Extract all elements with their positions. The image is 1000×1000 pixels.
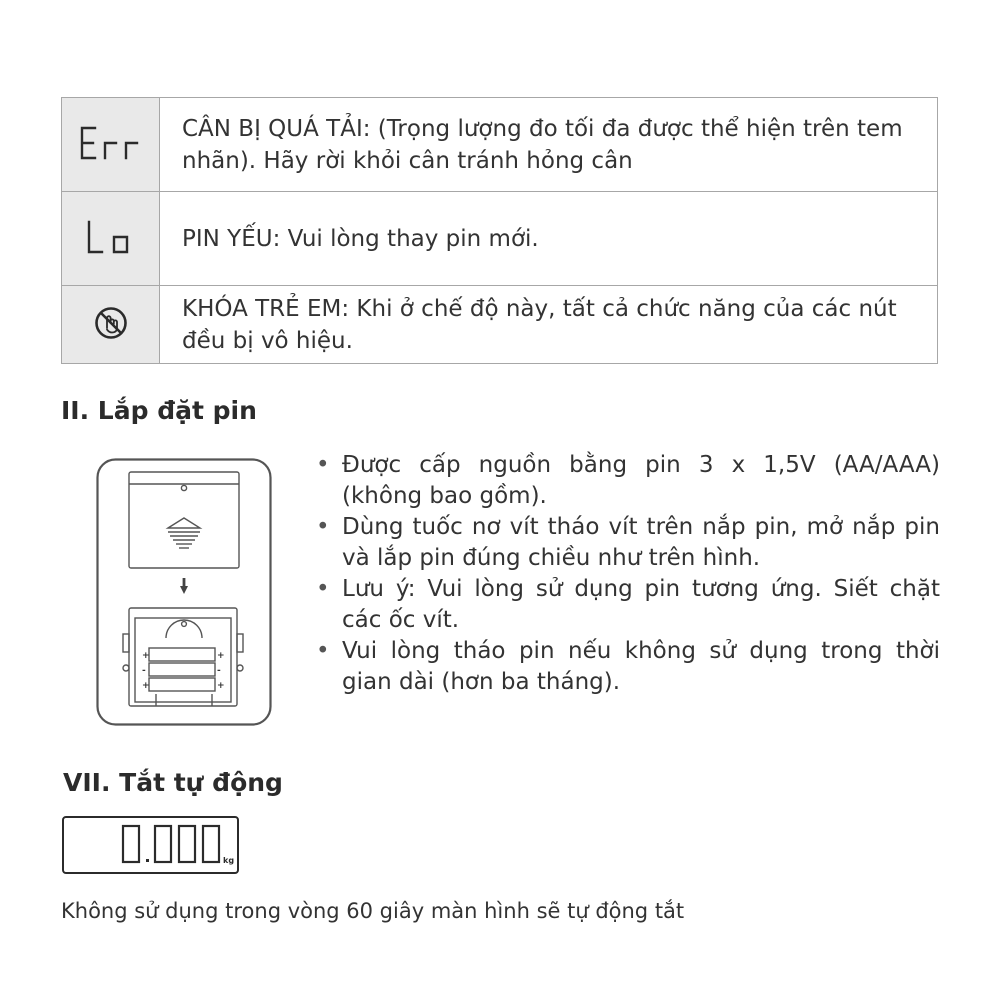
child-lock-icon	[94, 306, 128, 340]
battery-instructions-list	[316, 450, 940, 698]
table-row	[62, 192, 938, 286]
svg-text:-: -	[142, 666, 146, 676]
battery-section-title: II. Lắp đặt pin	[61, 396, 257, 425]
auto-off-section-title: VII. Tắt tự động	[63, 768, 283, 797]
lcd-display	[62, 816, 239, 874]
list-item: • Vui lòng tháo pin nếu không sử dụng trong thời gian dài (hơn ba tháng).	[316, 636, 940, 698]
svg-text:+: +	[217, 681, 225, 691]
svg-text:-: -	[217, 666, 221, 676]
overload-description: CÂN BỊ QUÁ TẢI: (Trọng lượng đo tối đa được thể hiện trên tem nhãn). Hãy rời khỏi cân tránh hỏng cân	[160, 98, 938, 192]
low-battery-description: PIN YẾU: Vui lòng thay pin mới.	[160, 192, 938, 286]
list-item: • Dùng tuốc nơ vít tháo vít trên nắp pin, mở nắp pin và lắp pin đúng chiều như trên hình.	[316, 512, 940, 574]
error-codes-table	[61, 97, 938, 364]
lcd-digits	[64, 818, 237, 872]
err-lcd-icon	[78, 125, 144, 161]
svg-text:+: +	[217, 651, 225, 661]
table-row	[62, 286, 938, 364]
list-item: • Được cấp nguồn bằng pin 3 x 1,5V (AA/AAA) (không bao gồm).	[316, 450, 940, 512]
lcd-unit: kg	[223, 856, 235, 865]
symbol-cell	[62, 98, 160, 192]
symbol-cell	[62, 286, 160, 364]
auto-off-note: Không sử dụng trong vòng 60 giây màn hình sẽ tự động tắt	[61, 899, 685, 923]
table-row	[62, 98, 938, 192]
battery-installation-diagram-icon	[96, 458, 272, 726]
svg-text:+: +	[142, 681, 150, 691]
list-item: • Lưu ý: Vui lòng sử dụng pin tương ứng. Siết chặt các ốc vít.	[316, 574, 940, 636]
svg-text:+: +	[142, 651, 150, 661]
child-lock-description: KHÓA TRẺ EM: Khi ở chế độ này, tất cả chức năng của các nút đều bị vô hiệu.	[160, 286, 938, 364]
symbol-cell	[62, 192, 160, 286]
lo-lcd-icon	[81, 219, 141, 255]
